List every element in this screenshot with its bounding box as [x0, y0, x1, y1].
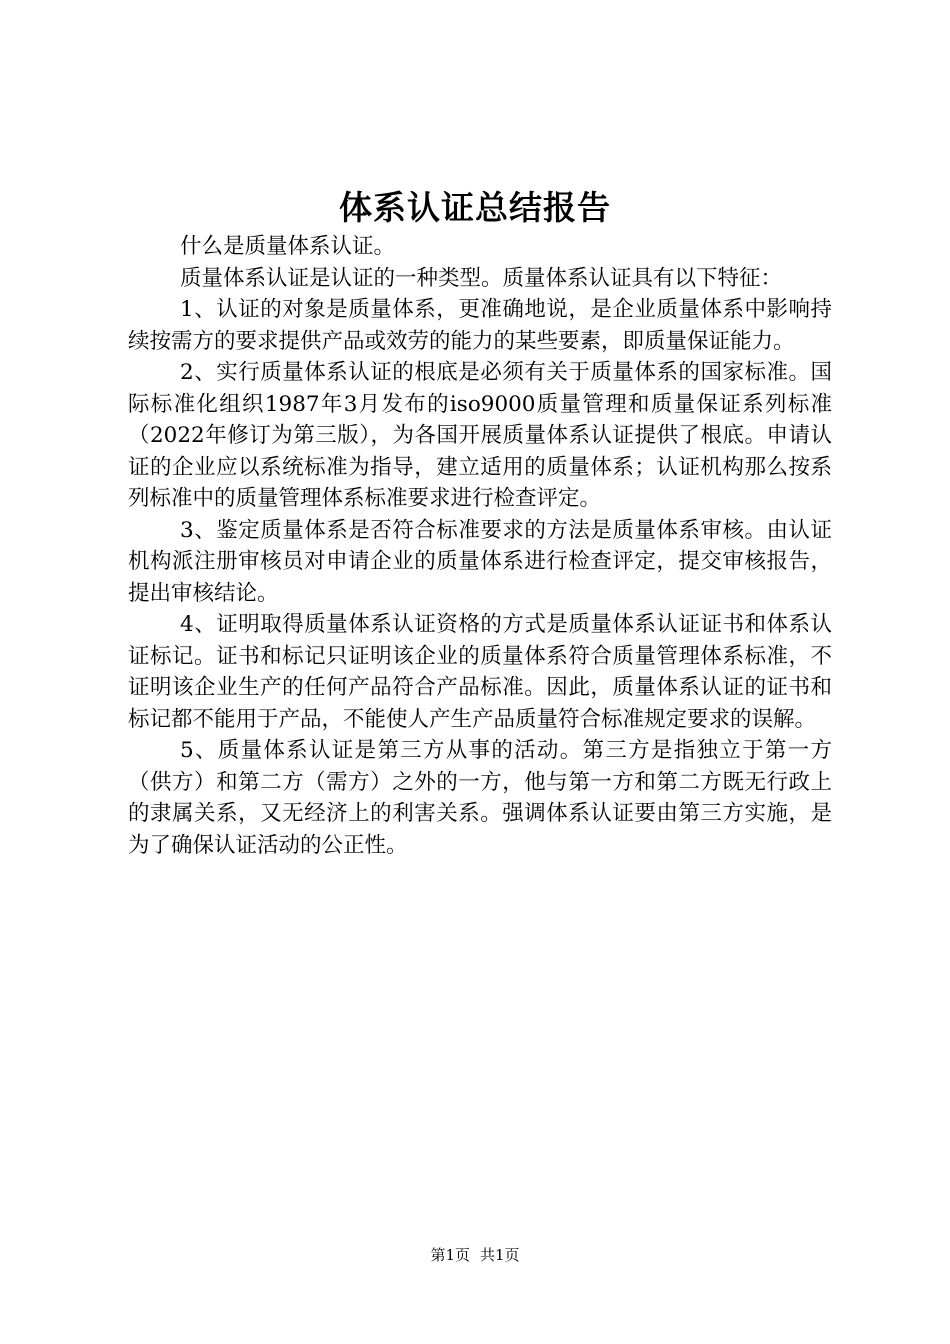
paragraph-point-4: 4、证明取得质量体系认证资格的方式是质量体系认证证书和体系认证标记。证书和标记只证明该企业的质量体系符合质量管理体系标准，不证明该企业生产的任何产品符合产品标准。因此，质量体系认证的证书和标记都不能用于产品，不能使人产生产品质量符合标准规定要求的误解。	[128, 612, 832, 732]
page-total: 共1页	[480, 1246, 520, 1264]
page-number: 第1页	[430, 1246, 470, 1264]
page-footer	[0, 1244, 950, 1266]
document-body	[128, 231, 832, 861]
paragraph-point-2: 2、实行质量体系认证的根底是必须有关于质量体系的国家标准。国际标准化组织1987年3月发布的iso9000质量管理和质量保证系列标准（2022年修订为第三版），为各国开展质量体系认证提供了根底。申请认证的企业应以系统标准为指导，建立适用的质量体系；认证机构那么按系列标准中的质量管理体系标准要求进行检查评定。	[128, 360, 832, 511]
paragraph-overview: 质量体系认证是认证的一种类型。质量体系认证具有以下特征：	[180, 265, 783, 291]
paragraph-point-1: 1、认证的对象是质量体系，更准确地说，是企业质量体系中影响持续按需方的要求提供产品或效劳的能力的某些要素，即质量保证能力。	[128, 297, 832, 354]
paragraph-point-3: 3、鉴定质量体系是否符合标准要求的方法是质量体系审核。由认证机构派注册审核员对申请企业的质量体系进行检查评定，提交审核报告，提出审核结论。	[128, 517, 832, 606]
paragraph-intro-question: 什么是质量体系认证。	[180, 234, 396, 259]
document-title: 体系认证总结报告	[339, 188, 611, 227]
paragraph-point-5: 5、质量体系认证是第三方从事的活动。第三方是指独立于第一方（供方）和第二方（需方）之外的一方，他与第一方和第二方既无行政上的隶属关系，又无经济上的利害关系。强调体系认证要由第三方实施，是为了确保认证活动的公正性。	[128, 738, 832, 858]
